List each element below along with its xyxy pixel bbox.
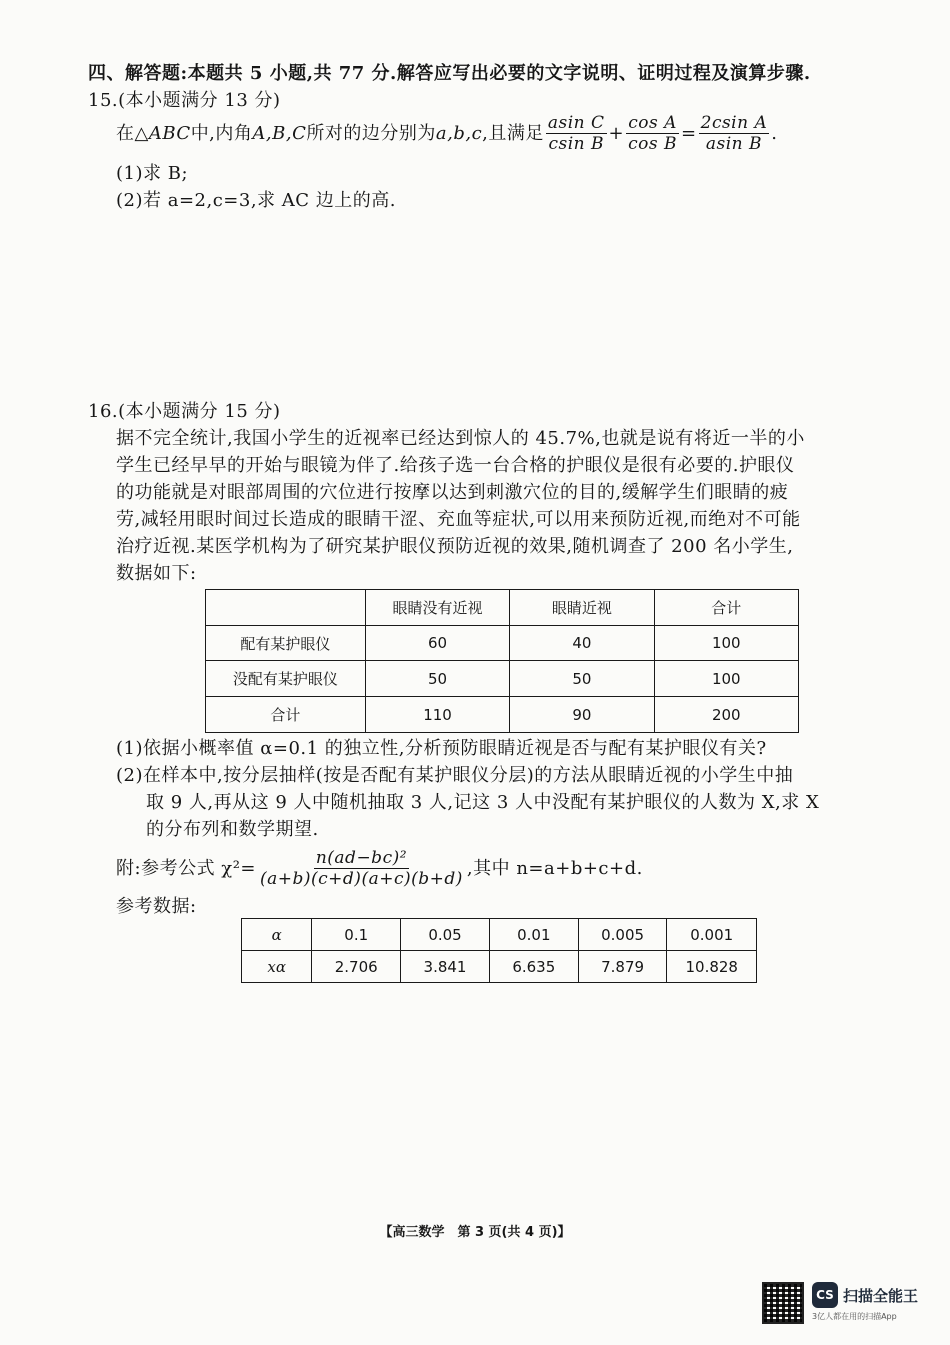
q15-frac3-num: 2csin A: [700, 113, 768, 133]
q15-plus: +: [608, 123, 625, 144]
q16-part2-line: 取 9 人,再从这 9 人中随机抽取 3 人,记这 3 人中没配有某护眼仪的人数为 X,求 X: [146, 792, 820, 813]
table-cell: [206, 590, 366, 626]
page-footer: 【高三数学 第 3 页(共 4 页)】: [379, 1225, 571, 1240]
section-header: 四、解答题:本题共 5 小题,共 77 分.解答应写出必要的文字说明、证明过程及演算步骤.: [88, 63, 811, 84]
q15-part1: (1)求 B;: [116, 163, 189, 184]
q15-fraction-2: [626, 113, 679, 154]
table-cell: 50: [510, 661, 654, 697]
table-cell: 40: [510, 626, 654, 661]
table-cell: 0.05: [401, 919, 490, 951]
formula-fraction: [258, 848, 465, 889]
table-cell: 配有某护眼仪: [206, 626, 366, 661]
formula-prefix: 附:参考公式 χ²=: [116, 858, 256, 879]
watermark-brand-row: [812, 1282, 918, 1308]
watermark-text: [812, 1282, 918, 1322]
q15-frac2-num: cos A: [628, 113, 677, 133]
table-row: [242, 951, 757, 983]
table-cell: α: [242, 919, 312, 951]
formula-suffix: ,其中 n=a+b+c+d.: [466, 858, 643, 879]
table-cell: 2.706: [312, 951, 401, 983]
q15-fraction-1: [546, 113, 607, 154]
q16-paragraph-line: 的功能就是对眼部周围的穴位进行按摩以达到刺激穴位的目的,缓解学生们眼睛的疲: [116, 482, 789, 503]
q15-frac2-den: cos B: [628, 134, 678, 154]
qr-code-icon: [762, 1282, 804, 1324]
reference-formula: [116, 848, 643, 889]
formula-num: n(ad−bc)²: [315, 848, 408, 868]
q15-frac1-num: asin C: [547, 113, 605, 133]
q16-paragraph-line: 学生已经早早的开始与眼镜为伴了.给孩子选一台合格的护眼仪是很有必要的.护眼仪: [116, 455, 795, 476]
contingency-table: [205, 589, 799, 733]
table-cell: 0.005: [578, 919, 667, 951]
q15-stem-prefix: 在△: [116, 123, 149, 144]
q15-stem-sides: a,b,c: [435, 123, 483, 144]
table-cell: 10.828: [667, 951, 757, 983]
table-cell: 合计: [206, 697, 366, 733]
q15-stem-mid2: 所对的边分别为: [306, 123, 436, 144]
q15-stem-abc: ABC: [148, 123, 191, 144]
q15-stem-mid3: ,且满足: [482, 123, 544, 144]
table-cell: 100: [654, 626, 798, 661]
watermark-brand: 扫描全能王: [843, 1286, 919, 1305]
q15-period: .: [771, 123, 778, 144]
q16-part2: [116, 762, 819, 843]
table-header-row: [206, 590, 799, 626]
q15-equals: =: [681, 123, 697, 144]
table-cell: xα: [242, 951, 312, 983]
table-row: [206, 626, 799, 661]
table-cell: 7.879: [578, 951, 667, 983]
q16-part2-line: (2)在样本中,按分层抽样(按是否配有某护眼仪分层)的方法从眼睛近视的小学生中抽: [116, 765, 794, 786]
table-cell: 3.841: [401, 951, 490, 983]
q15-stem-mid: 中,内角: [190, 123, 253, 144]
q15-stem-angles: A,B,C: [252, 123, 307, 144]
q16-paragraph-line: 数据如下:: [116, 563, 197, 584]
table-cell: 60: [365, 626, 509, 661]
q15-part2: (2)若 a=2,c=3,求 AC 边上的高.: [116, 190, 396, 211]
table-row: [242, 919, 757, 951]
q15-frac1-den: csin B: [548, 134, 604, 154]
table-cell: 没配有某护眼仪: [206, 661, 366, 697]
q16-part2-line: 的分布列和数学期望.: [146, 819, 319, 840]
scanner-watermark: [762, 1282, 918, 1324]
q16-part1: (1)依据小概率值 α=0.1 的独立性,分析预防眼睛近视是否与配有某护眼仪有关?: [116, 738, 767, 759]
table-cell: 90: [510, 697, 654, 733]
table-cell: 0.001: [667, 919, 757, 951]
formula-den: (a+b)(c+d)(a+c)(b+d): [260, 869, 463, 889]
table-cell: 200: [654, 697, 798, 733]
table-cell: 50: [365, 661, 509, 697]
reference-data-label: 参考数据:: [116, 896, 197, 917]
table-cell: 眼睛没有近视: [365, 590, 509, 626]
cs-logo-icon: CS: [812, 1282, 838, 1308]
table-cell: 0.01: [489, 919, 578, 951]
q16-paragraph: [116, 425, 805, 587]
table-cell: 合计: [654, 590, 798, 626]
table-cell: 0.1: [312, 919, 401, 951]
q16-paragraph-line: 劳,减轻用眼时间过长造成的眼睛干涩、充血等症状,可以用来预防近视,而绝对不可能: [116, 509, 801, 530]
q15-frac3-den: asin B: [705, 134, 763, 154]
q16-title: 16.(本小题满分 15 分): [88, 401, 281, 422]
table-cell: 眼睛近视: [510, 590, 654, 626]
table-row: [206, 661, 799, 697]
critical-values-table: [241, 918, 757, 983]
q15-fraction-3: [699, 113, 770, 154]
q16-paragraph-line: 治疗近视.某医学机构为了研究某护眼仪预防近视的效果,随机调查了 200 名小学生,: [116, 536, 794, 557]
q16-paragraph-line: 据不完全统计,我国小学生的近视率已经达到惊人的 45.7%,也就是说有将近一半的小: [116, 428, 805, 449]
q15-stem: [116, 113, 778, 154]
table-cell: 6.635: [489, 951, 578, 983]
table-cell: 110: [365, 697, 509, 733]
table-cell: 100: [654, 661, 798, 697]
watermark-tagline: 3亿人都在用的扫描App: [812, 1312, 897, 1321]
table-row: [206, 697, 799, 733]
q15-title: 15.(本小题满分 13 分): [88, 90, 281, 111]
